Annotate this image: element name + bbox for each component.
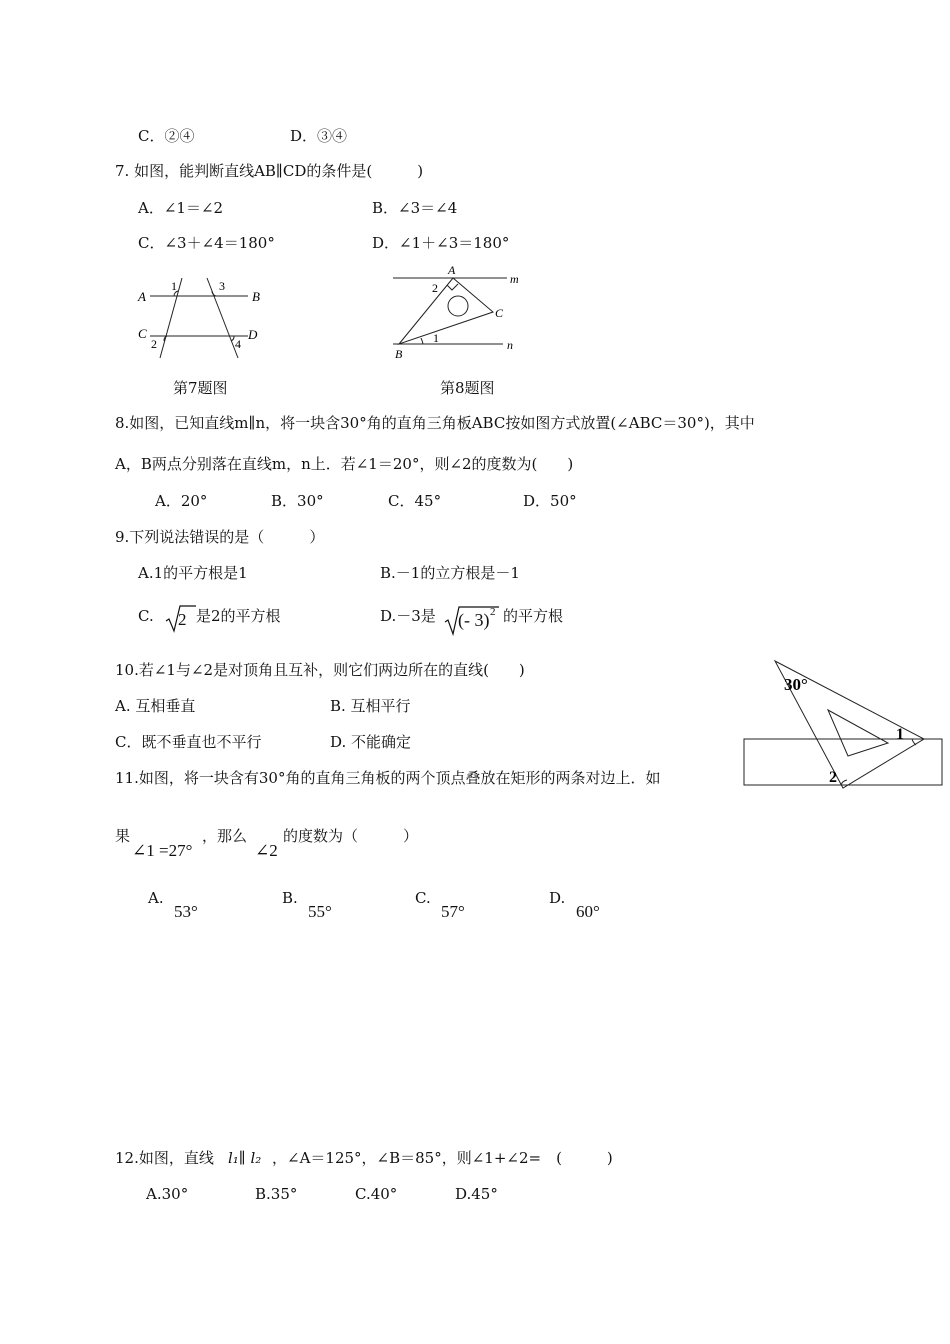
q7-label-2: 2 [151,337,157,351]
q11-option-d-value: 60° [576,902,600,921]
q10-option-d: D. 不能确定 [330,733,412,751]
q8-stem-line2: A，B两点分别落在直线m，n上．若∠1＝20°，则∠2的度数为( ) [115,455,574,473]
q8-figure [385,262,535,362]
q7-option-a: A．∠1＝∠2 [138,199,224,217]
q11-option-a-value: 53° [174,902,198,921]
q8-option-a: A．20° [155,492,208,510]
q8-label-b: B [395,347,403,361]
q7-label-c: C [138,326,147,341]
q7-option-c: C．∠3＋∠4＝180° [138,234,275,252]
q9-option-c-radicand: 2 [178,610,187,629]
q8-label-1: 1 [433,331,439,345]
q8-label-n: n [507,338,513,352]
q11-label-1: 1 [896,726,904,743]
q8-label-m: m [510,272,519,286]
q7-option-b: B．∠3＝∠4 [372,199,458,217]
q8-option-b: B．30° [271,492,324,510]
q11-target: ∠2 [255,841,278,860]
q11-stem-guo: 果 [115,827,131,845]
q8-stem-line1: 8.如图，已知直线m∥n，将一块含30°角的直角三角板ABC按如图方式放置(∠ABC＝30°)，其中 [115,414,755,432]
q9-option-c-label: C. [138,607,154,625]
q12-option-c: C.40° [355,1185,398,1203]
q11-option-c-value: 57° [441,902,465,921]
q7-label-d: D [248,327,258,342]
q7-label-4: 4 [235,337,241,351]
q9-option-d-text: 的平方根 [503,607,564,625]
q11-option-b-value: 55° [308,902,332,921]
q7-caption: 第7题图 [173,379,228,397]
q11-stem-mid: ，那么 [202,827,248,845]
q11-stem-end: 的度数为（ ） [283,827,419,845]
q9-option-b: B.－1的立方根是－1 [380,564,520,582]
q7-option-d: D．∠1＋∠3＝180° [372,234,510,252]
q9-option-d-exponent: 2 [490,606,496,618]
q8-option-d: D．50° [523,492,577,510]
q7-stem: 7. 如图，能判断直线AB∥CD的条件是( ) [115,162,424,180]
q12-option-d: D.45° [455,1185,498,1203]
q10-option-b: B. 互相平行 [330,697,411,715]
q7-label-3: 3 [219,279,225,293]
q6-option-d: D．③④ [290,127,348,145]
q11-option-d-label: D. [549,889,566,907]
q10-stem: 10.若∠1与∠2是对顶角且互补，则它们两边所在的直线( ) [115,661,525,679]
q7-label-1: 1 [171,279,177,293]
q11-figure [740,655,945,790]
q11-option-b-label: B. [282,889,298,907]
q11-label-30: 30° [784,675,808,694]
q7-label-b: B [252,289,260,304]
q11-option-a-label: A. [148,889,164,907]
q9-option-a: A.1的平方根是1 [138,564,248,582]
q12-stem-post: ，∠A＝125°，∠B＝85°，则∠1+∠2= ( ) [272,1149,613,1167]
q7-figure [130,270,270,360]
q7-label-a: A [138,289,146,304]
q9-option-c-text: 是2的平方根 [196,607,281,625]
q8-label-2: 2 [432,281,438,295]
q12-option-a: A.30° [146,1185,189,1203]
q9-stem: 9.下列说法错误的是（ ） [115,528,325,546]
q11-condition: ∠1 =27° [132,841,193,860]
q8-option-c: C．45° [388,492,442,510]
q9-option-d-label: D.－3是 [380,607,436,625]
q6-option-c: C．②④ [138,127,195,145]
q9-option-d-radicand: (- 3) [458,610,490,630]
q12-parallel-lines: l₁∥ l₂ [228,1149,262,1167]
q10-option-c: C．既不垂直也不平行 [115,733,262,751]
q12-stem-pre: 12.如图，直线 [115,1149,214,1167]
q8-caption: 第8题图 [440,379,495,397]
q10-option-a: A. 互相垂直 [115,697,196,715]
q8-label-a: A [448,263,456,277]
q11-stem-line1: 11.如图，将一块含有30°角的直角三角板的两个顶点叠放在矩形的两条对边上．如 [115,769,661,787]
q8-label-c: C [495,306,504,320]
q11-option-c-label: C. [415,889,431,907]
q12-option-b: B.35° [255,1185,298,1203]
q11-label-2: 2 [829,769,837,786]
